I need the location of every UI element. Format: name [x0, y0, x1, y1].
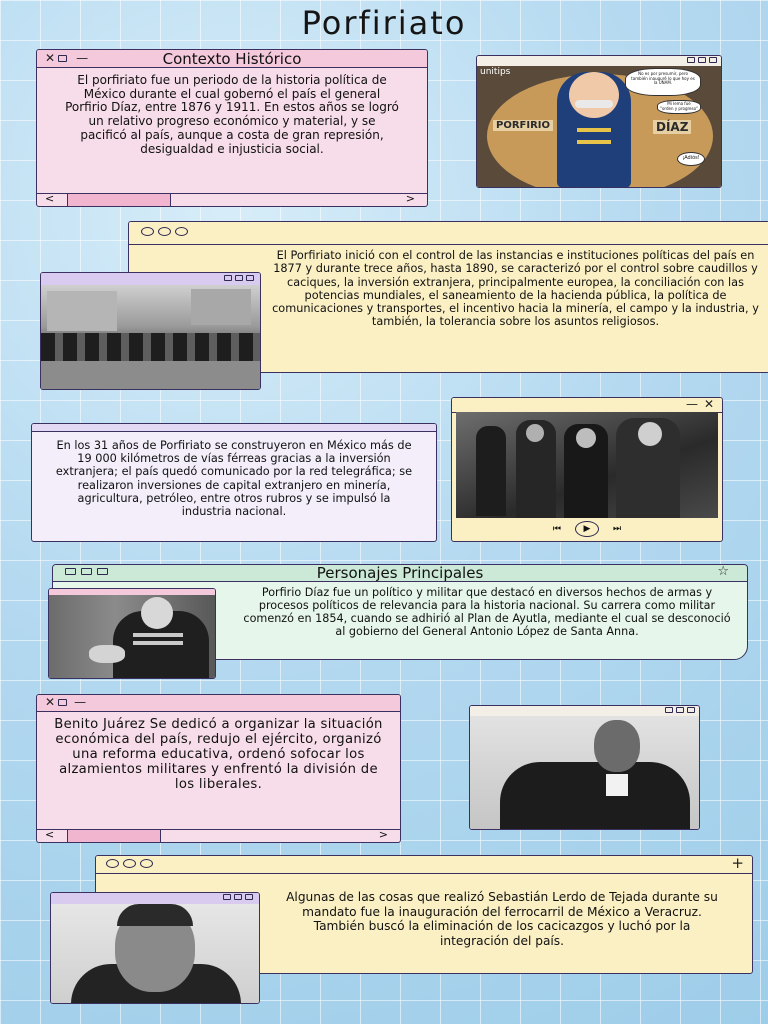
- context-text: El porfiriato fue un periodo de la historia política de México durante el cual gobernó el país el general Porfirio Díaz, entre 1876 y 1911. En estos años se logró un relativo progreso económico y material, y se pacificó al país, aunque a costa de gran represión, desigualdad e injusticia social.: [65, 73, 399, 156]
- poster-side-bubble: [657, 100, 701, 114]
- poster-side-bubble-text: Mi lema fue "orden y progreso": [660, 101, 698, 111]
- close-icon[interactable]: [245, 894, 253, 900]
- minimize-icon[interactable]: [665, 707, 673, 713]
- close-icon[interactable]: ✕: [703, 397, 714, 411]
- infra-window: [31, 423, 437, 542]
- porfirio-portrait-window: [48, 588, 216, 679]
- video-controls: [452, 517, 722, 541]
- inicio-titlebar: [129, 222, 768, 245]
- window-dot-icon[interactable]: [106, 859, 119, 868]
- personajes-title: Personajes Principales: [316, 564, 484, 582]
- poster-name-left: PORFIRIO: [493, 120, 553, 131]
- context-window: [36, 49, 428, 207]
- minimize-icon[interactable]: —: [76, 51, 89, 65]
- poster-speech-bubble: [625, 68, 701, 96]
- window-dot-icon[interactable]: [140, 859, 153, 868]
- maximize-icon[interactable]: [235, 275, 243, 281]
- porfirio-poster-image: [477, 66, 721, 187]
- juarez-portrait: [470, 716, 699, 829]
- context-title: Contexto Histórico: [162, 50, 302, 68]
- scroll-right-icon[interactable]: >: [405, 192, 415, 205]
- infra-text: En los 31 años de Porfiriato se construyeron en México más de 19 000 kilómetros de vías férreas gracias a la inversión extranjera; el país quedó comunicado por la red telegráfica; se realizaron inversiones de capital extranjero en minería, agricultura, petróleo, entre otros rubros y se impulsó la industria nacional.: [55, 439, 413, 519]
- scroll-thumb[interactable]: [67, 830, 161, 842]
- procession-window: [40, 272, 261, 390]
- play-icon[interactable]: ▶: [575, 521, 599, 537]
- plus-icon[interactable]: +: [731, 855, 744, 872]
- maximize-icon[interactable]: [58, 699, 67, 706]
- close-icon[interactable]: [709, 57, 717, 63]
- lerdo-portrait: [51, 904, 259, 1003]
- window-dot-icon[interactable]: [141, 227, 154, 236]
- close-icon[interactable]: ✕: [45, 695, 56, 709]
- juarez-window: [36, 694, 401, 843]
- poster-brand: unitips: [480, 67, 511, 77]
- maximize-icon[interactable]: [676, 707, 684, 713]
- scroll-left-icon[interactable]: <: [45, 192, 55, 205]
- star-icon[interactable]: ☆: [717, 564, 729, 579]
- minimize-icon[interactable]: —: [685, 397, 698, 411]
- procession-photo: [41, 285, 260, 389]
- juarez-scrollbar[interactable]: [37, 829, 400, 842]
- video-window: [451, 397, 723, 542]
- scroll-left-icon[interactable]: <: [45, 828, 55, 841]
- poster-window: [476, 55, 722, 188]
- window-dot-icon[interactable]: [158, 227, 171, 236]
- juarez-text: Benito Juárez Se dedicó a organizar la situación económica del país, redujo el ejército, organizó una reforma educativa, ordenó sofocar los alzamientos militares y enfrentó la división de los liberales.: [54, 717, 383, 792]
- lerdo-portrait-window: [50, 892, 260, 1004]
- poster-name-right: DÍAZ: [653, 120, 691, 134]
- close-icon[interactable]: [246, 275, 254, 281]
- juarez-portrait-window: [469, 705, 700, 830]
- context-titlebar: [37, 50, 427, 68]
- scroll-right-icon[interactable]: >: [378, 828, 388, 841]
- officials-photo: [456, 412, 718, 518]
- page-title: Porfiriato: [301, 4, 467, 42]
- close-icon[interactable]: ✕: [45, 51, 56, 65]
- poster-bubble-text: No es por presumir, pero también inauguré lo que hoy es la UNAM.: [631, 71, 695, 86]
- personajes-text: Porfirio Díaz fue un político y militar que destacó en diversos hechos de armas y procesos políticos de relevancia para la historia nacional. Su carrera como militar comenzó en 1854, cuando se adhirió al Plan de Ayutla, mediante el cual se desconoció al gobierno del General Antonio López de Santa Anna.: [243, 586, 731, 638]
- minimize-icon[interactable]: —: [74, 695, 87, 709]
- poster-small-bubble-text: ¡Adiós!: [682, 155, 700, 161]
- minimize-icon[interactable]: [687, 57, 695, 63]
- inicio-text: El Porfiriato inició con el control de las instancias e instituciones políticas del país en 1877 y durante trece años, hasta 1890, se caracterizó por el control sobre caudillos y caciques, la inversión extranjera, principalmente europea, la conciliación con las potencias mundiales, el saneamiento de la hacienda pública, la política de comunicaciones y transportes, el incentivo hacia la minería, el campo y la industria, y también, la tolerancia sobre los asuntos religiosos.: [272, 249, 759, 329]
- maximize-icon[interactable]: [698, 57, 706, 63]
- lerdo-text: Algunas de las cosas que realizó Sebastián Lerdo de Tejada durante su mandato fue la inauguración del ferrocarril de México a Veracruz. También buscó la eliminación de los cacicazgos y luchó por la integración del país.: [286, 890, 718, 948]
- close-icon[interactable]: [687, 707, 695, 713]
- context-scrollbar[interactable]: [37, 193, 427, 206]
- window-dot-icon[interactable]: [123, 859, 136, 868]
- porfirio-portrait: [49, 595, 215, 678]
- scroll-thumb[interactable]: [67, 194, 171, 206]
- skip-forward-icon[interactable]: ⏭: [613, 524, 622, 534]
- maximize-icon[interactable]: [234, 894, 242, 900]
- personajes-titlebar: [53, 565, 747, 582]
- skip-back-icon[interactable]: ⏮: [552, 524, 561, 534]
- poster-small-bubble: [677, 152, 705, 166]
- window-dot-icon[interactable]: [175, 227, 188, 236]
- minimize-icon[interactable]: [224, 275, 232, 281]
- minimize-icon[interactable]: [223, 894, 231, 900]
